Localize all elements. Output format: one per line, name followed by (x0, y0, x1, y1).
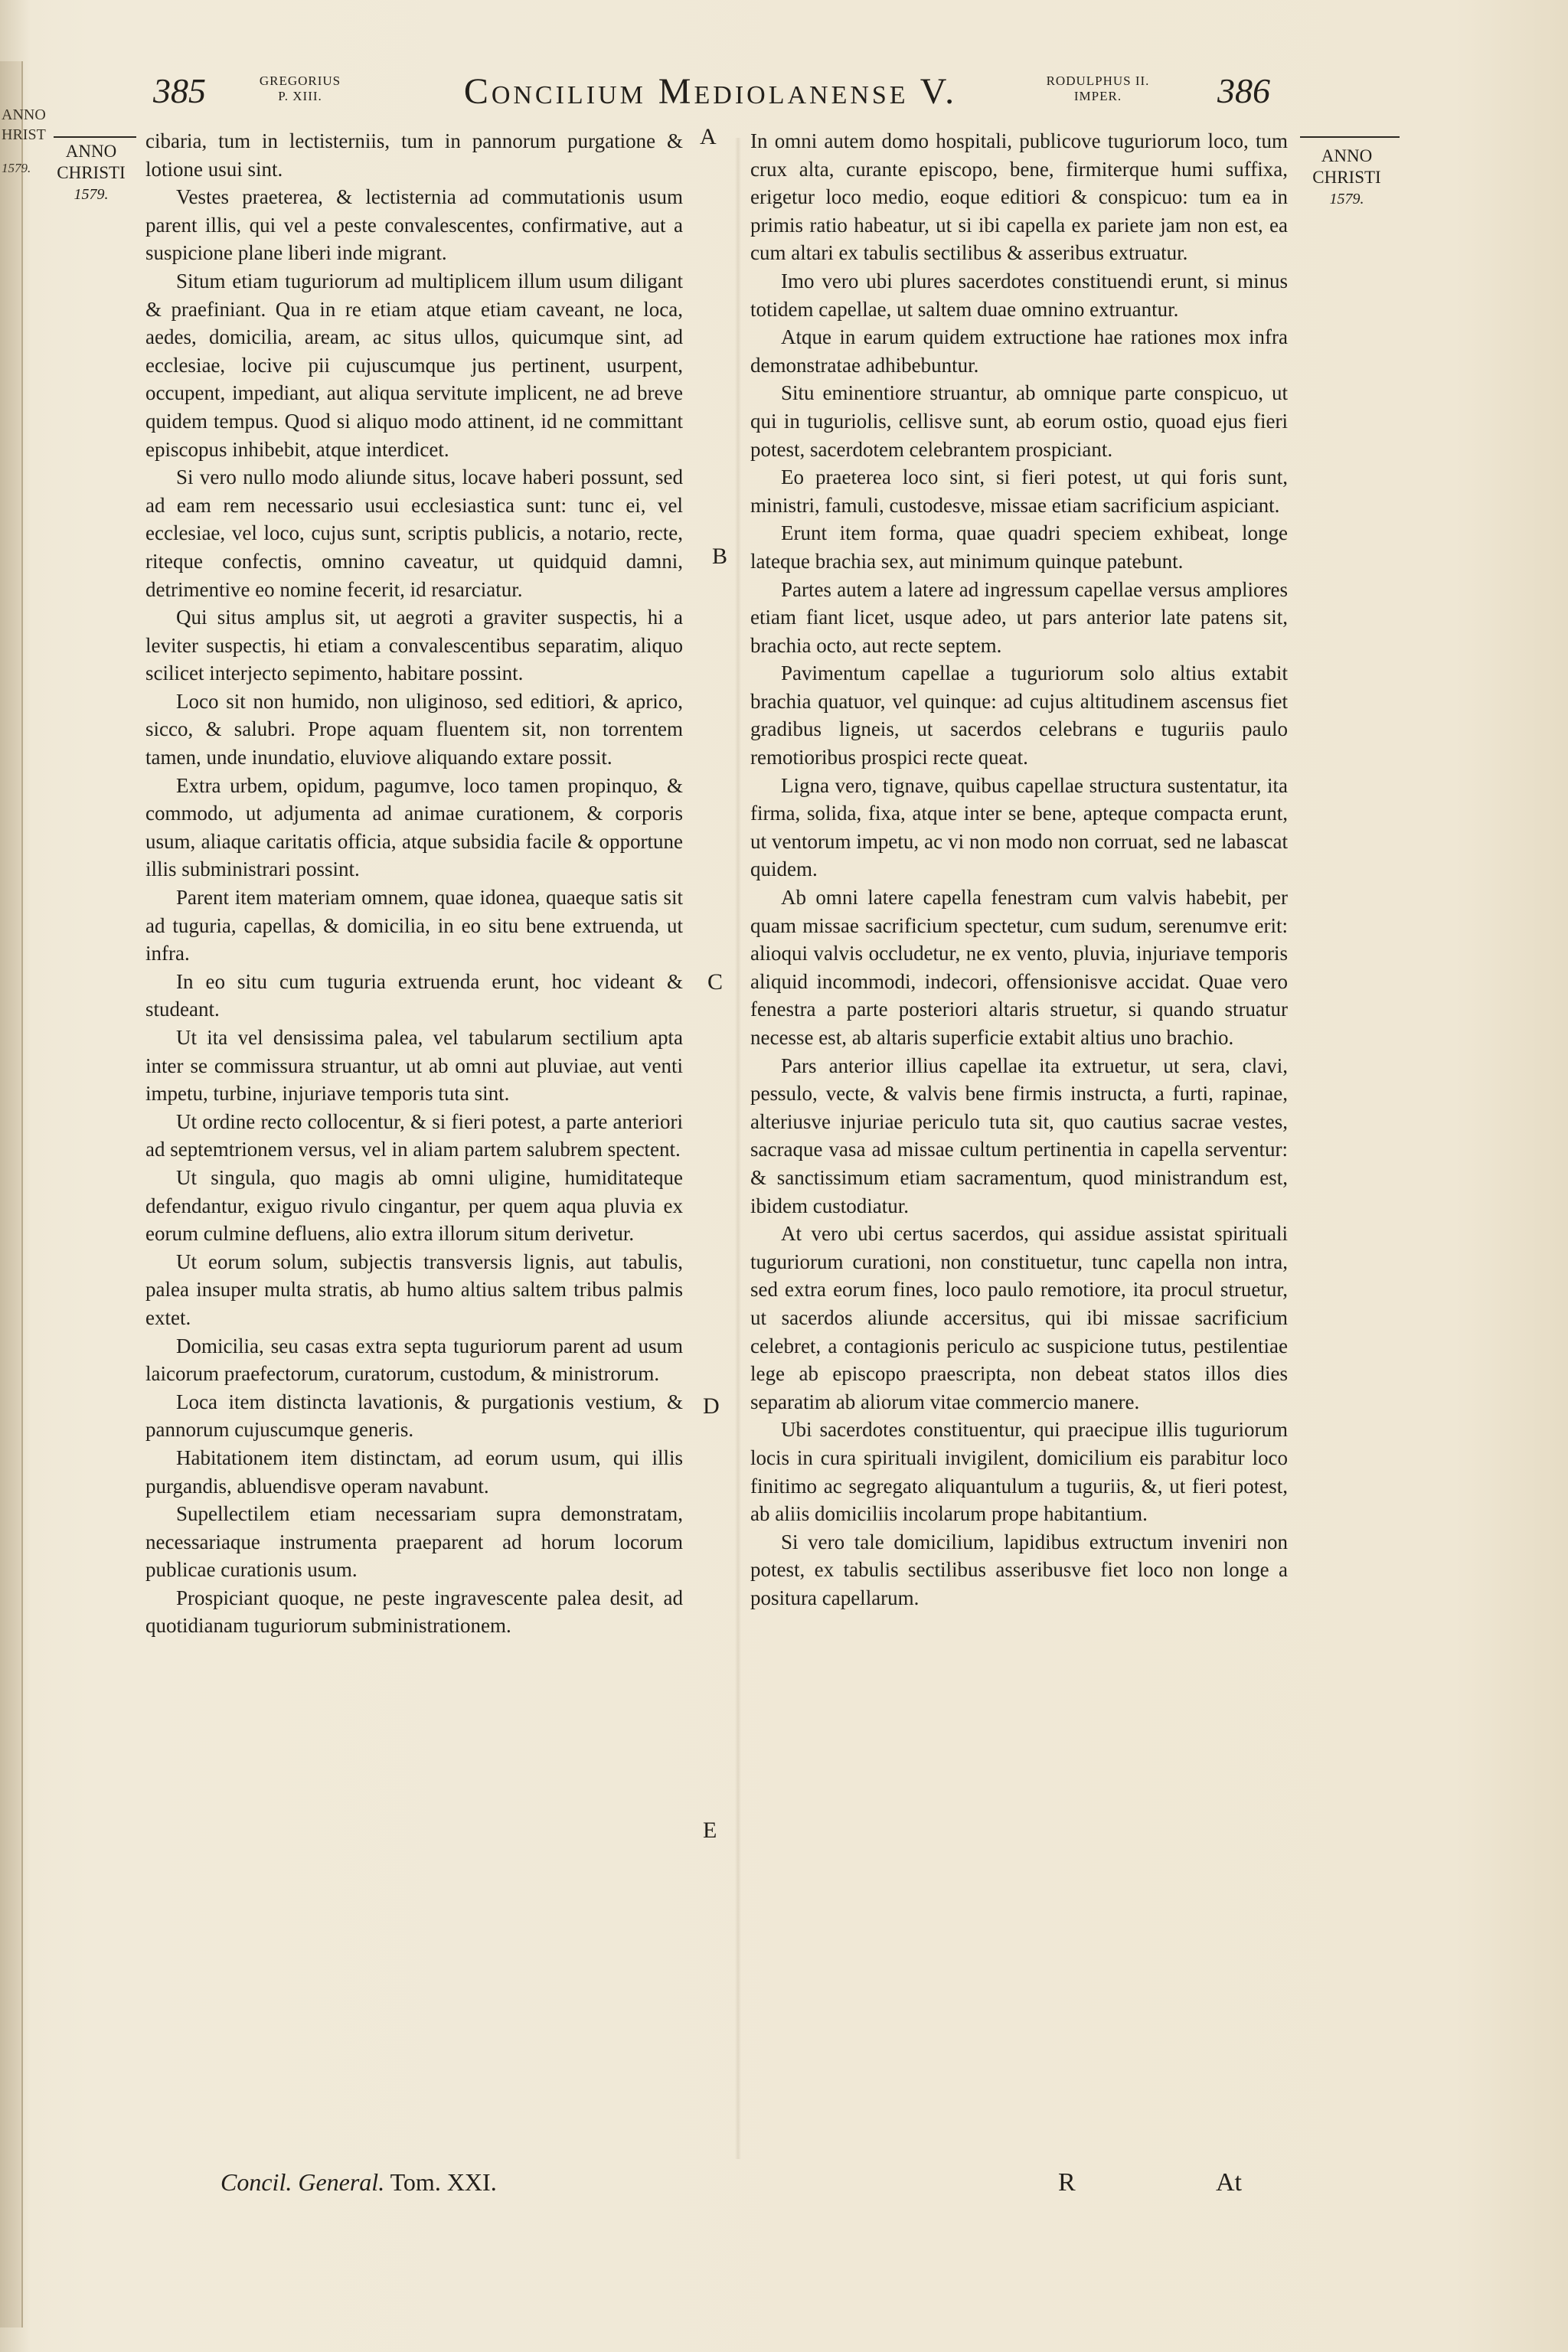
left-page-number: 385 (153, 71, 206, 110)
paragraph: Ut eorum solum, subjectis transversis lignis, aut tabulis, palea insuper multa stratis, ab humo altius saltem tribus palmis extet. (145, 1250, 683, 1329)
paragraph: Vestes praeterea, & lectisternia ad commutationis usum parent illis, qui vel a peste convalescentes, confirmative, aut a suspicione plane liberi inde migrant. (145, 185, 683, 265)
paragraph: Parent item materiam omnem, quae idonea, quaeque satis sit ad tuguria, capellas, & domicilia, in eo situ bene extruenda, ut infra. (145, 886, 683, 965)
left-running-line-2: P. XIII. (278, 89, 322, 103)
right-margin-rule (1300, 136, 1400, 138)
adjacent-page-edge (0, 61, 23, 2328)
edge-year: 1579. (2, 161, 31, 175)
edge-christi: HRIST (2, 126, 46, 143)
paragraph: Supellectilem etiam necessariam supra demonstratam, necessariaque instrumenta praeparent ad horum locorum publicae curationis usum. (145, 1502, 683, 1582)
paragraph: At vero ubi certus sacerdos, qui assidue assistat spirituali tuguriorum curationi, non constituetur, tunc capella non intra, sed extra eorum fines, loco paulo remotiore, ita procul struetur, ut sacerdos aliunde accersitus, qui ibi missae sacrificium celebret, a contagionis periculo ac suspicione tutus, pestilentiae lege ab episcopo praescripta, non debeat statos illos dies separatim ab aliorum vitae commercio manere. (750, 1222, 1288, 1413)
right-running-head (1029, 74, 1167, 104)
paragraph: Situm etiam tuguriorum ad multiplicem illum usum diligant & praefiniant. Qua in re etiam atque etiam caveant, ne loca, aedes, domicilia, aream, ac situs ullos, quicumque sint, ad ecclesiae, locive pii cujuscumque jus pertinent, usurpent, occupent, impediant, aut aliqua servitute implicent, ne ad breve quidem tempus. Quod si aliquo modo attinent, id ne committant episcopus inhibebit, atque interdicet. (145, 269, 683, 461)
paragraph: Situ eminentiore struantur, ab omnique parte conspicuo, ut qui in tuguriolis, cellisve sunt, ab eorum ostio, quoad ejus fieri potest, sacerdotem celebrantem prospiciant. (750, 381, 1288, 461)
left-running-line-1: GREGORIUS (259, 74, 341, 88)
section-letter-b: B (712, 544, 728, 569)
paragraph: Partes autem a latere ad ingressum capellae versus ampliores etiam fiant licet, usque adeo, ut pars anterior late patens sit, brachia octo, aut recte septem. (750, 577, 1288, 657)
paragraph: Si vero tale domicilium, lapidibus extructum inveniri non potest, ex tabulis sectilibus asseribusve fiet loco non longe a positura capellarum. (750, 1530, 1288, 1609)
left-text-column (145, 127, 683, 1640)
margin-anno-right: ANNO (1321, 146, 1373, 165)
paragraph: Loco sit non humido, non uliginoso, sed editiori, & aprico, sicco, & salubri. Prope aquam fluentem sit, non torrentem tamen, unde inundatio, eluviove aliquando extare possit. (145, 689, 683, 769)
catchword: At (1216, 2168, 1242, 2197)
volume-footer-italic: Concil. General. (220, 2168, 385, 2196)
section-letter-d: D (703, 1393, 720, 1419)
paragraph: In omni autem domo hospitali, publicove tuguriorum loco, tum crux alta, curante episcopo, bene, firmiterque humi suffixa, erigetur loco medio, eoque editiori & conspicuo: tum ea in primis ratio habeatur, ut si ibi capella ex pariete jam non est, ea cum altari ex tabulis sectilibus & asseribus extruatur. (750, 129, 1288, 265)
paragraph: Ut ita vel densissima palea, vel tabularum sectilium apta inter se commissura struantur, ut ab omni aut pluviae, aut venti impetu, turbine, injuriave temporis tuta sint. (145, 1026, 683, 1106)
volume-footer-tome: Tom. XXI. (390, 2168, 497, 2196)
margin-year-right: 1579. (1329, 191, 1364, 207)
volume-footer (220, 2168, 497, 2197)
running-header (0, 70, 1568, 124)
paragraph: Prospiciant quoque, ne peste ingravescente palea desit, ad quotidianam tuguriorum subministrationem. (145, 1586, 683, 1638)
section-letter-c: C (707, 969, 724, 995)
paragraph: Ligna vero, tignave, quibus capellae structura sustentatur, ita firma, solida, fixa, atque inter se bene, apteque compacta erunt, ut ventorum impetu, ac vi non modo non corruat, sed ne labascat quidem. (750, 773, 1288, 881)
paragraph: Loca item distincta lavationis, & purgationis vestium, & pannorum cujuscumque generis. (145, 1390, 683, 1442)
paragraph: Pars anterior illius capellae ita extruetur, ut sera, clavi, pessulo, vecte, & valvis bene firmis instructa, a furti, rapinae, alteriusve injuriae periculo tuta sit, quo cautius sacrae vestes, sacraque vasa ad missae cultum pertinentia in capella serventur: & sanctissimum etiam sacramentum, quod ministrandum est, ibidem custodiatur. (750, 1054, 1288, 1217)
margin-christi-left: CHRISTI (57, 163, 126, 182)
edge-anno: ANNO (2, 106, 46, 123)
paragraph: Imo vero ubi plures sacerdotes constituendi erunt, si minus totidem capellae, ut saltem duae omnino extruantur. (750, 269, 1288, 321)
margin-note-right (1305, 145, 1389, 210)
column-gutter (735, 138, 741, 2159)
signature-mark: R (1058, 2168, 1076, 2197)
paragraph: Eo praeterea loco sint, si fieri potest, ut qui foris sunt, ministri, famuli, custodesve, missae etiam sacrificium aspiciant. (750, 466, 1288, 517)
section-letter-e: E (703, 1818, 717, 1843)
paragraph: Si vero nullo modo aliunde situs, locave haberi possunt, sed ad eam rem necessario usui ecclesiastica sunt: tunc ei, vel ecclesiae, vel loco, cujus sunt, scriptis publicis, a notario, recte, riteque confectis, omnino caveatur, ut quidquid damni, detrimentive eo nomine fecerit, id resarciatur. (145, 466, 683, 601)
section-letter-a: A (700, 124, 717, 149)
paragraph: Ut singula, quo magis ab omni uligine, humiditateque defendantur, exiguo rivulo cingantur, per quem aqua pluvia ex eorum culmine defluens, alio extra illorum situm derivetur. (145, 1165, 683, 1246)
paragraph: Habitationem item distinctam, ad eorum usum, qui illis purgandis, abluendisve operam navabunt. (145, 1446, 683, 1498)
right-running-line-2: IMPER. (1073, 89, 1122, 103)
paragraph: In eo situ cum tuguria extruenda erunt, hoc videant & studeant. (145, 969, 683, 1021)
paragraph: Ab omni latere capella fenestram cum valvis habebit, per quam missae sacrificium spectetur, cum sudum, serenumve erit: alioqui valvis occludetur, ne ex vento, pluvia, injuriave temporis aliquid incommodi, indecori, offensionisve accidat. Quae vero fenestra a parte posteriori altaris struetur, si quando struatur necesse est, ab altaris superficie extabit altius uno brachio. (750, 886, 1288, 1049)
margin-year-left: 1579. (74, 186, 109, 203)
margin-note-left (49, 141, 133, 205)
paragraph: Domicilia, seu casas extra septa tuguriorum parent ad usum laicorum praefectorum, curatorum, custodum, & ministrorum. (145, 1334, 683, 1386)
margin-anno-left: ANNO (65, 142, 117, 161)
right-page-number: 386 (1217, 71, 1270, 110)
paragraph: Ubi sacerdotes constituentur, qui praecipue illis tuguriorum locis in cura spirituali invigilent, domicilium eis parabitur loco finitimo ac segregato aliquantulum a tuguriis, &, ut fieri potest, ab aliis domiciliis incolarum prope habitantium. (750, 1418, 1288, 1526)
right-running-line-1: RODULPHUS II. (1046, 74, 1150, 88)
paragraph: Ut ordine recto collocentur, & si fieri potest, a parte anteriori ad septemtrionem versus, vel in aliam partem salubrem spectent. (145, 1109, 683, 1161)
paragraph: Atque in earum quidem extructione hae rationes mox infra demonstratae adhibebuntur. (750, 325, 1288, 377)
margin-christi-right: CHRISTI (1312, 168, 1381, 187)
paragraph: cibaria, tum in lectisterniis, tum in pannorum purgatione & lotione usui sint. (145, 129, 683, 181)
right-text-column (750, 127, 1288, 1612)
paragraph: Qui situs amplus sit, ut aegroti a graviter suspectis, hi a leviter suspectis, hi etiam a convalescentibus separatim, aliquo scilicet interjecto sepimento, habitare possint. (145, 606, 683, 685)
paragraph: Pavimentum capellae a tuguriorum solo altius extabit brachia quatuor, vel quinque: ad cujus altitudinem ascensus fiet gradibus ligneis, ut sacerdos celebrans e tuguriis paulo remotioribus prospici recte queat. (750, 662, 1288, 769)
paragraph: Extra urbem, opidum, pagumve, loco tamen propinquo, & commodo, ut adjumenta ad animae curationem, & corporis usum, aliaque caritatis officia, atque subsidia facile & opportune illis subministrari possint. (145, 773, 683, 881)
left-margin-rule (54, 136, 136, 138)
left-running-head (247, 74, 354, 104)
page-title: Concilium Mediolanense V. (463, 71, 958, 112)
paragraph: Erunt item forma, quae quadri speciem exhibeat, longe lateque brachia sex, aut minimum quinque patebunt. (750, 521, 1288, 573)
